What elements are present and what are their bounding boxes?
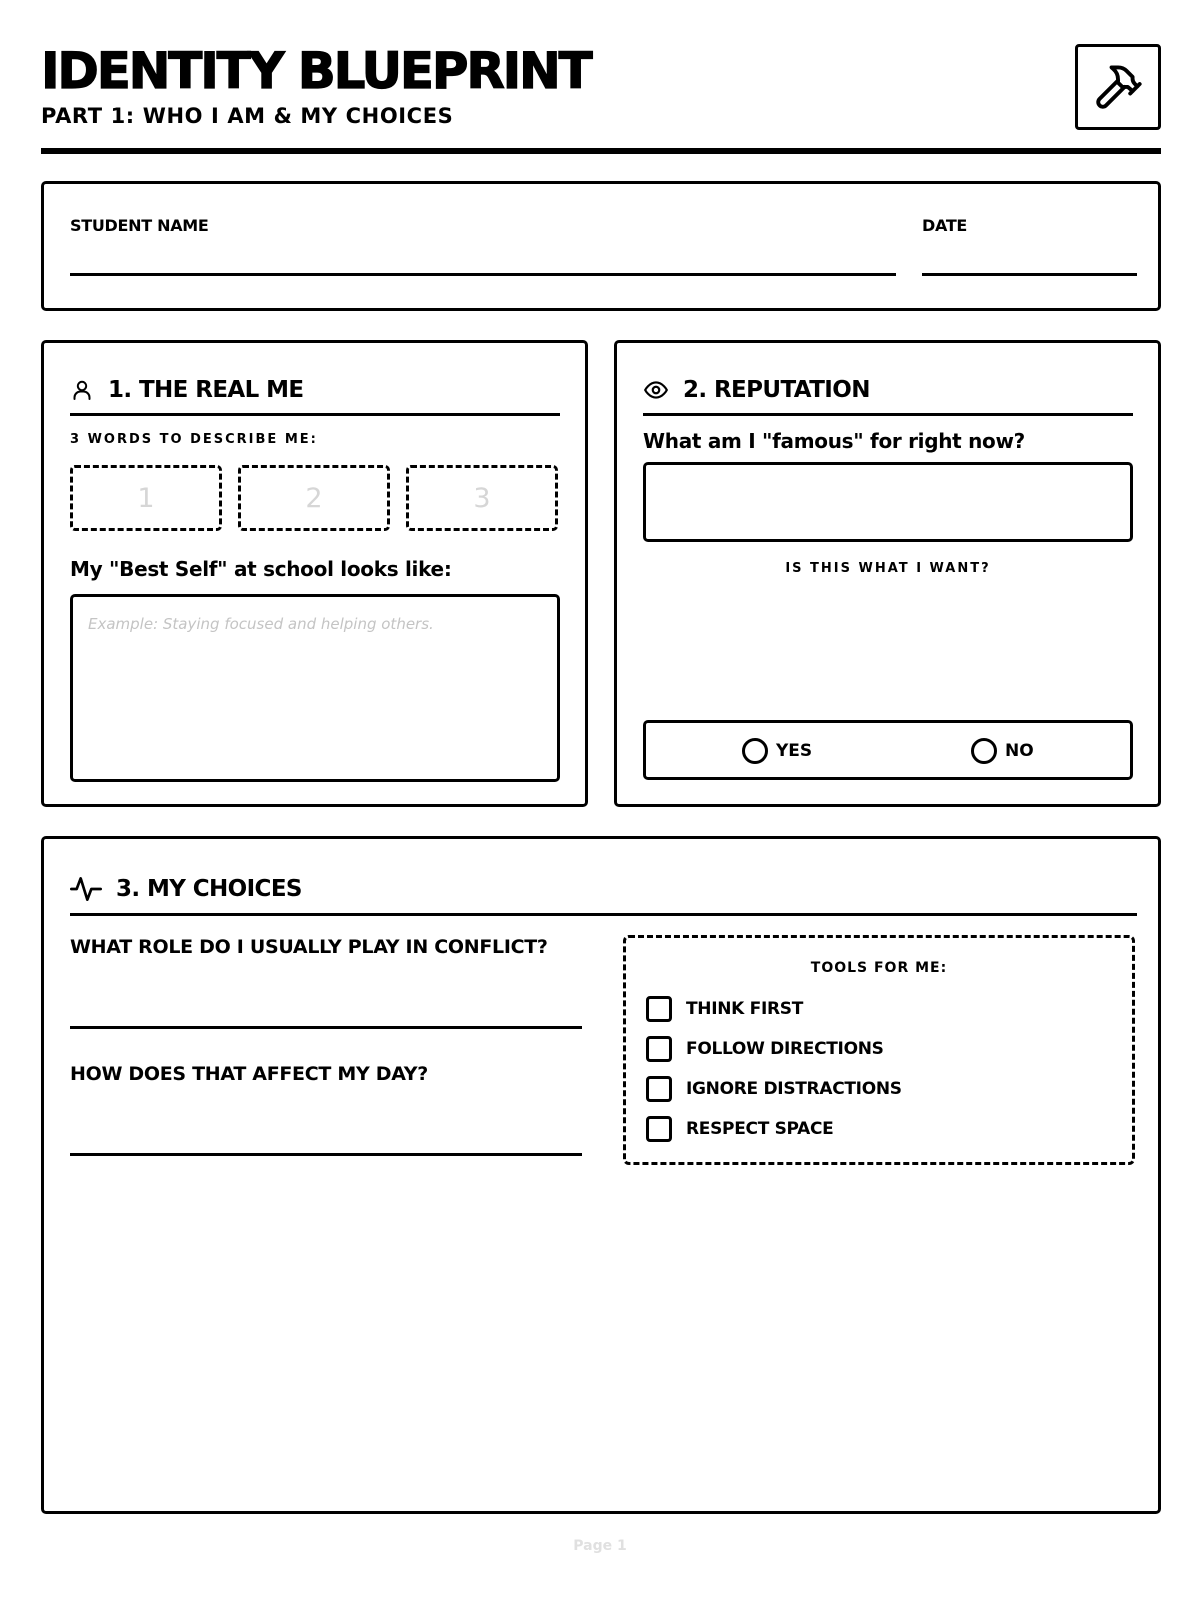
activity-icon	[70, 873, 102, 905]
choices-header	[70, 865, 1137, 916]
tool-checkbox[interactable]	[646, 1116, 672, 1142]
tool-label: IGNORE DISTRACTIONS	[686, 1079, 902, 1099]
date-field[interactable]	[922, 266, 1137, 276]
word-box-2[interactable]: 2	[238, 465, 390, 531]
want-label: IS THIS WHAT I WANT?	[785, 561, 991, 576]
famous-textbox[interactable]	[643, 462, 1133, 542]
tool-label: RESPECT SPACE	[686, 1119, 834, 1139]
page-number: Page 1	[573, 1538, 627, 1554]
tool-label: THINK FIRST	[686, 999, 804, 1019]
word-box-1[interactable]: 1	[70, 465, 222, 531]
yes-option[interactable]	[742, 738, 812, 764]
eye-icon	[643, 377, 669, 403]
student-info-card	[41, 181, 1161, 311]
yes-radio[interactable]	[742, 738, 768, 764]
choices-title: 3. MY CHOICES	[116, 876, 302, 902]
tools-title: TOOLS FOR ME:	[810, 960, 948, 976]
reputation-title: 2. REPUTATION	[683, 377, 870, 403]
reputation-card	[614, 340, 1161, 807]
reputation-header	[643, 367, 1133, 416]
tool-checkbox[interactable]	[646, 1036, 672, 1062]
tool-item[interactable]	[646, 1036, 884, 1062]
date-label: DATE	[922, 216, 968, 235]
real-me-card	[41, 340, 588, 807]
tool-item[interactable]	[646, 996, 803, 1022]
affect-question: HOW DOES THAT AFFECT MY DAY?	[70, 1063, 428, 1085]
best-self-placeholder: Example: Staying focused and helping others.	[88, 615, 434, 633]
real-me-title: 1. THE REAL ME	[108, 377, 304, 403]
real-me-header	[70, 367, 560, 416]
hammer-icon	[1092, 61, 1144, 113]
conflict-question: WHAT ROLE DO I USUALLY PLAY IN CONFLICT?	[70, 936, 548, 958]
word-boxes	[70, 465, 560, 531]
tool-checkbox[interactable]	[646, 1076, 672, 1102]
yes-label: YES	[776, 741, 813, 761]
best-self-prompt: My "Best Self" at school looks like:	[70, 557, 452, 581]
choices-card	[41, 836, 1161, 1514]
page-title: IDENTITY BLUEPRINT	[41, 42, 591, 100]
person-icon	[70, 378, 94, 402]
no-option[interactable]	[971, 738, 1034, 764]
words-label: 3 WORDS TO DESCRIBE ME:	[70, 432, 318, 447]
tool-item[interactable]	[646, 1116, 834, 1142]
tool-label: FOLLOW DIRECTIONS	[686, 1039, 884, 1059]
page-subtitle: PART 1: WHO I AM & MY CHOICES	[41, 104, 454, 128]
yes-no-choice	[643, 720, 1133, 780]
student-name-field[interactable]	[70, 266, 896, 276]
logo-badge	[1075, 44, 1161, 130]
student-name-label: STUDENT NAME	[70, 216, 209, 235]
page-header	[41, 40, 1161, 154]
no-label: NO	[1005, 741, 1034, 761]
affect-answer-line[interactable]	[70, 1146, 582, 1156]
best-self-textbox[interactable]	[70, 594, 560, 782]
conflict-answer-line[interactable]	[70, 1019, 582, 1029]
no-radio[interactable]	[971, 738, 997, 764]
famous-prompt: What am I "famous" for right now?	[643, 429, 1025, 453]
tools-box	[623, 935, 1135, 1165]
tool-checkbox[interactable]	[646, 996, 672, 1022]
tool-item[interactable]	[646, 1076, 902, 1102]
word-box-3[interactable]: 3	[406, 465, 558, 531]
